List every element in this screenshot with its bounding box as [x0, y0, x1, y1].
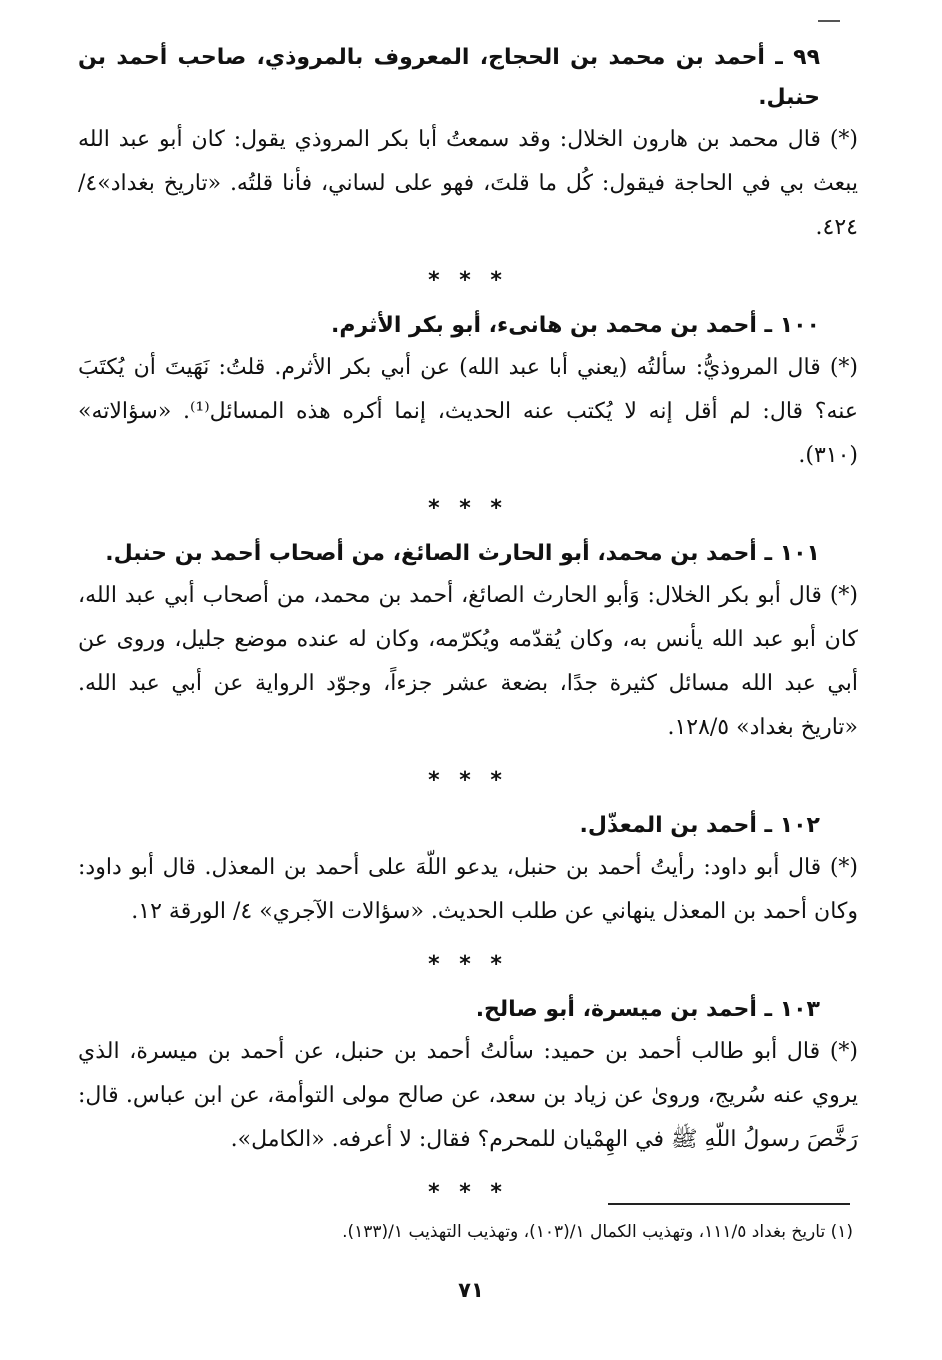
main-text [78, 38, 858, 1218]
entry-101 [78, 534, 858, 750]
entry-text: (*) قال المروذيُّ: سألتُه (يعني أبا عبد الله) عن أبي بكر الأثرم. قلتُ: نَهَيتَ أن يُكتَبَ عنه؟ قال: لم أقل إنه لا يُكتب عنه الحديث، إنما أكره هذه المسائل⁽¹⁾. «سؤالاته» (٣١٠). [78, 355, 859, 468]
entry-text: (*) قال محمد بن هارون الخلال: وقد سمعتُ أبا بكر المروذي يقول: كان أبو عبد الله يبعث بي في الحاجة فيقول: كُل ما قلتَ، فهو على لساني، فأنا قلتُه. «تاريخ بغداد»٤/ ٤٢٤. [78, 127, 858, 240]
entry-100 [78, 306, 858, 478]
section-separator: * * * [428, 952, 508, 977]
entry-heading: ١٠٠ ـ أحمد بن محمد بن هانىء، أبو بكر الأثرم. [331, 313, 820, 338]
entry-text: (*) قال أبو طالب أحمد بن حميد: سألتُ أحمد بن حنبل، عن أحمد بن ميسرة، الذي يروي عنه سُريج، وروىٰ عن زياد بن سعد، عن صالح مولى التوأمة، عن ابن عباس. قال: رَخَّصَ رسولُ اللّهِ ﷺ في الهِمْيان للمحرم؟ فقال: لا أعرفه. «الكامل». [78, 1039, 858, 1152]
entry-102 [78, 806, 858, 934]
entry-heading: ١٠١ ـ أحمد بن محمد، أبو الحارث الصائغ، من أصحاب أحمد بن حنبل. [105, 541, 820, 566]
entry-99 [78, 38, 858, 250]
section-separator: * * * [428, 1180, 508, 1205]
section-separator: * * * [428, 268, 508, 293]
entry-text: (*) قال أبو بكر الخلال: وَأبو الحارث الصائغ، أحمد بن محمد، من أصحاب أبي عبد الله، كان أبو عبد الله يأنس به، وكان يُقدّمه ويُكرّمه، وكان له عنده موضع جليل، وروى عن أبي عبد الله مسائل كثيرة جدًا، بضعة عشر جزءاً، وجوّد الرواية عن أبي عبد الله. «تاريخ بغداد» ١٢٨/٥. [78, 583, 858, 740]
entry-103 [78, 990, 858, 1162]
entry-heading: ١٠٣ ـ أحمد بن ميسرة، أبو صالح. [475, 997, 820, 1022]
section-separator: * * * [428, 768, 508, 793]
section-separator: * * * [428, 496, 508, 521]
entry-heading: ١٠٢ ـ أحمد بن المعذّل. [579, 813, 820, 838]
entry-text: (*) قال أبو داود: رأيتُ أحمد بن حنبل، يدعو اللّهَ على أحمد بن المعذل. قال أبو داود: وكان أحمد بن المعذل ينهاني عن طلب الحديث. «سؤالات الآجري» ٤/ الورقة ١٢. [78, 855, 858, 924]
footnote: (١) تاريخ بغداد ١١١/٥، وتهذيب الكمال ١/(١٠٣)، وتهذيب التهذيب ١/(١٣٣). [342, 1222, 853, 1242]
entry-heading: ٩٩ ـ أحمد بن محمد بن الحجاج، المعروف بالمروذي، صاحب أحمد بن حنبل. [78, 45, 820, 110]
page-number: ٧١ [458, 1278, 484, 1302]
corner-mark [818, 20, 840, 22]
footnote-divider [608, 1203, 850, 1205]
